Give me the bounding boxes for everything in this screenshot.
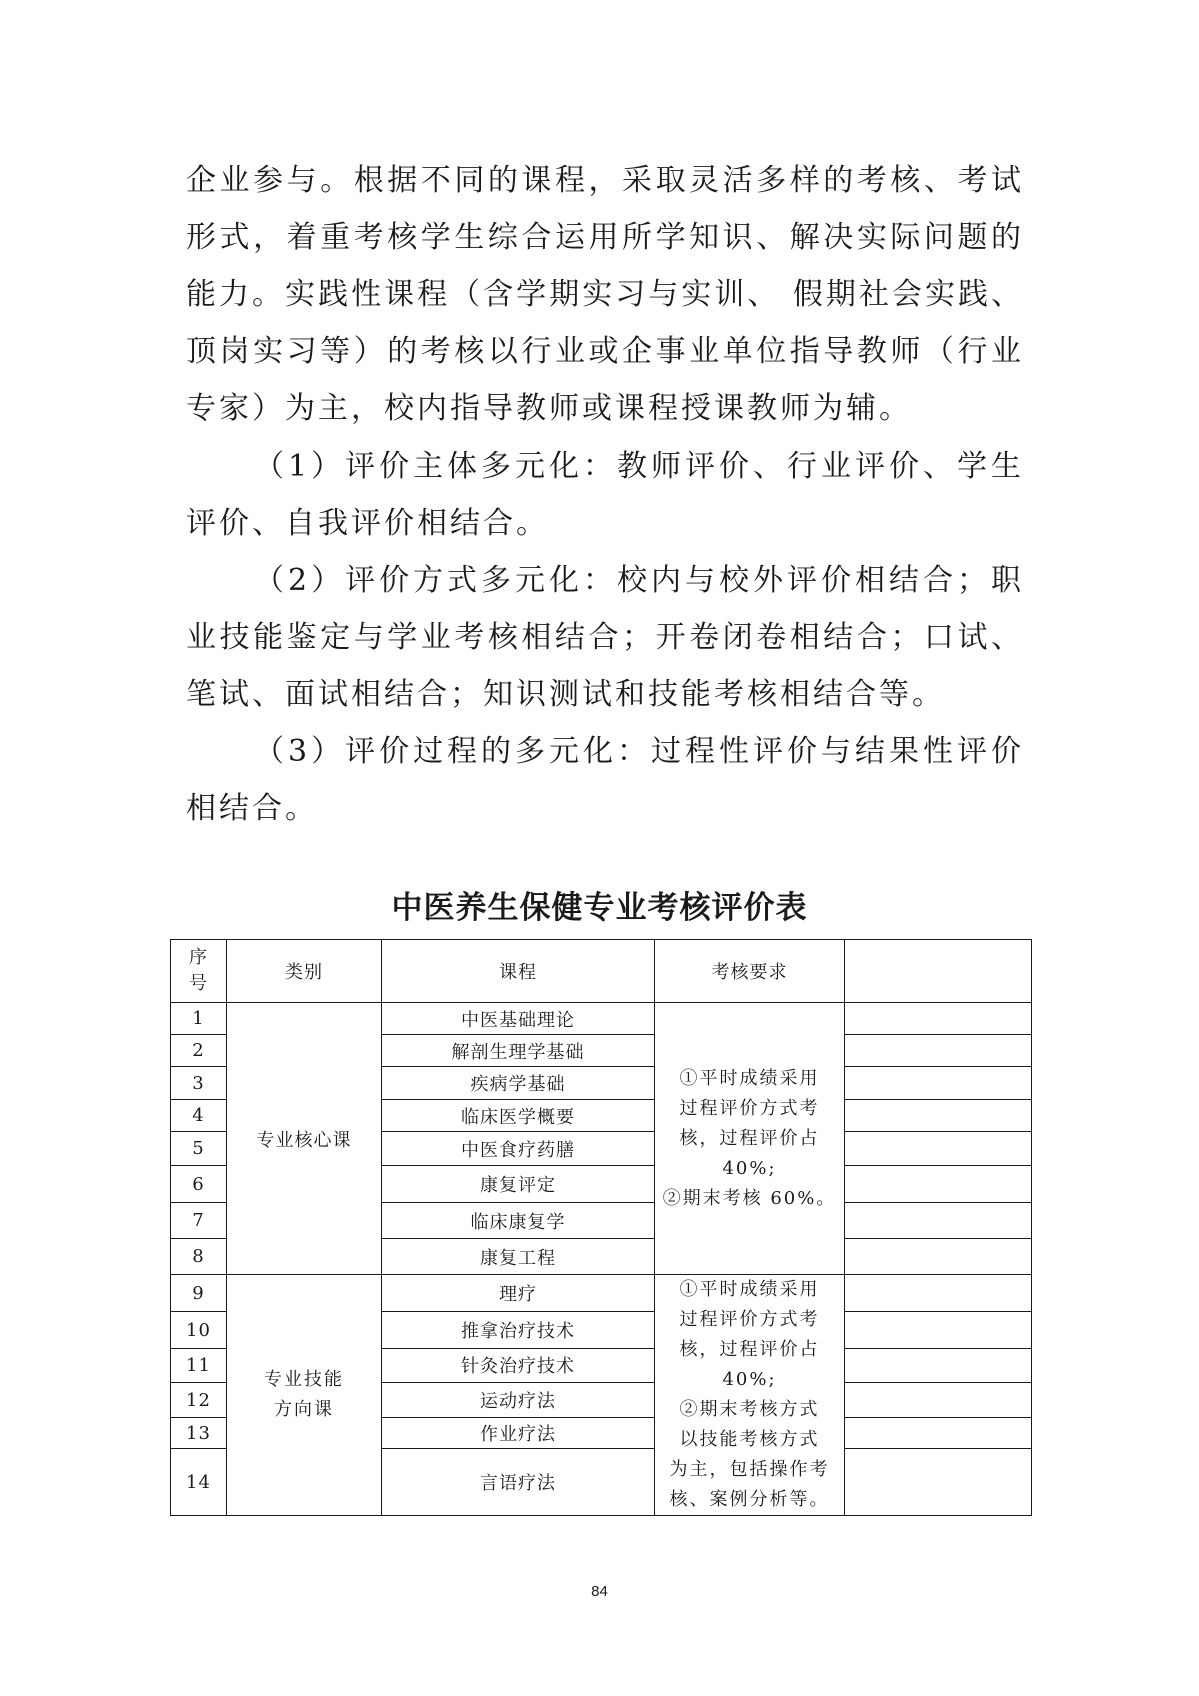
seq-cell: 9 [171,1275,227,1312]
category-cell-skill [227,1275,382,1516]
table-row [171,1275,1032,1312]
requirement-line: 核，过程评价占 [679,1339,820,1360]
blank-cell [845,1035,1032,1067]
body-paragraph-2: （1）评价主体多元化：教师评价、行业评价、学生评价、自我评价相结合。 [186,449,1024,541]
course-cell: 康复评定 [382,1166,655,1203]
seq-cell: 3 [171,1067,227,1100]
seq-cell: 2 [171,1035,227,1067]
table-title: 中医养生保健专业考核评价表 [391,890,808,926]
header-blank [845,940,1032,1003]
body-paragraph-1: 企业参与。根据不同的课程，采取灵活多样的考核、考试形式，着重考核学生综合运用所学知识、解决实际问题的能力。实践性课程（含学期实习与实训、 假期社会实践、顶岗实习等）的考核以行业或企事业单位指导教师（行业专家）为主，校内指导教师或课程授课教师为辅。 [186,163,1024,426]
requirement-line: 过程评价方式考 [679,1097,820,1119]
course-cell: 推拿治疗技术 [382,1312,655,1348]
course-cell: 解剖生理学基础 [382,1035,655,1067]
seq-cell: 13 [171,1418,227,1449]
requirement-line: 为主，包括操作考 [669,1459,830,1480]
body-paragraph-4: （3）评价过程的多元化：过程性评价与结果性评价相结合。 [186,734,1024,826]
blank-cell [845,1383,1032,1418]
course-cell: 中医基础理论 [382,1003,655,1035]
blank-cell [845,1275,1032,1312]
header-requirement: 考核要求 [655,940,845,1003]
requirement-line: ①平时成绩采用 [679,1067,820,1089]
requirement-line: 过程评价方式考 [679,1309,820,1330]
seq-cell: 8 [171,1239,227,1275]
seq-cell: 7 [171,1203,227,1239]
table-row [171,1003,1032,1035]
category-line: 专业技能 [264,1369,344,1390]
category-cell-core: 专业核心课 [227,1003,382,1275]
header-course: 课程 [382,940,655,1003]
blank-cell [845,1418,1032,1449]
requirement-cell-core [655,1003,845,1275]
seq-cell: 1 [171,1003,227,1035]
requirement-line: ②期末考核 60%。 [662,1187,837,1209]
body-paragraph-3: （2）评价方式多元化：校内与校外评价相结合；职业技能鉴定与学业考核相结合；开卷闭卷相结合；口试、笔试、面试相结合；知识测试和技能考核相结合等。 [186,563,1024,712]
table-header-row [171,940,1032,1003]
header-seq-line-2: 号 [189,973,208,994]
seq-cell: 14 [171,1449,227,1516]
header-category: 类别 [227,940,382,1003]
category-line: 方向课 [274,1399,334,1420]
course-cell: 康复工程 [382,1239,655,1275]
header-seq-line-1: 序 [189,947,208,968]
course-cell: 运动疗法 [382,1383,655,1418]
blank-cell [845,1312,1032,1348]
course-cell: 作业疗法 [382,1418,655,1449]
course-cell: 言语疗法 [382,1449,655,1516]
blank-cell [845,1166,1032,1203]
requirement-line: 核，过程评价占 [679,1127,820,1149]
requirement-line: 以技能考核方式 [679,1429,820,1450]
seq-cell: 6 [171,1166,227,1203]
seq-cell: 4 [171,1100,227,1132]
course-cell: 理疗 [382,1275,655,1312]
blank-cell [845,1239,1032,1275]
blank-cell [845,1348,1032,1382]
blank-cell [845,1003,1032,1035]
course-cell: 临床医学概要 [382,1100,655,1132]
course-cell: 针灸治疗技术 [382,1348,655,1382]
seq-cell: 11 [171,1348,227,1382]
seq-cell: 12 [171,1383,227,1418]
course-cell: 疾病学基础 [382,1067,655,1100]
course-cell: 中医食疗药膳 [382,1132,655,1166]
requirement-line: ②期末考核方式 [679,1399,820,1420]
requirement-line: 核、案例分析等。 [669,1489,830,1510]
page-number: 84 [591,1583,608,1600]
blank-cell [845,1449,1032,1516]
requirement-line: ①平时成绩采用 [679,1279,820,1300]
requirement-line: 40%; [722,1369,777,1390]
blank-cell [845,1100,1032,1132]
seq-cell: 10 [171,1312,227,1348]
requirement-line: 40%; [722,1157,777,1179]
header-seq [171,940,227,1003]
blank-cell [845,1203,1032,1239]
requirement-cell-skill [655,1275,845,1516]
seq-cell: 5 [171,1132,227,1166]
course-cell: 临床康复学 [382,1203,655,1239]
blank-cell [845,1067,1032,1100]
evaluation-table [170,939,1032,1516]
blank-cell [845,1132,1032,1166]
